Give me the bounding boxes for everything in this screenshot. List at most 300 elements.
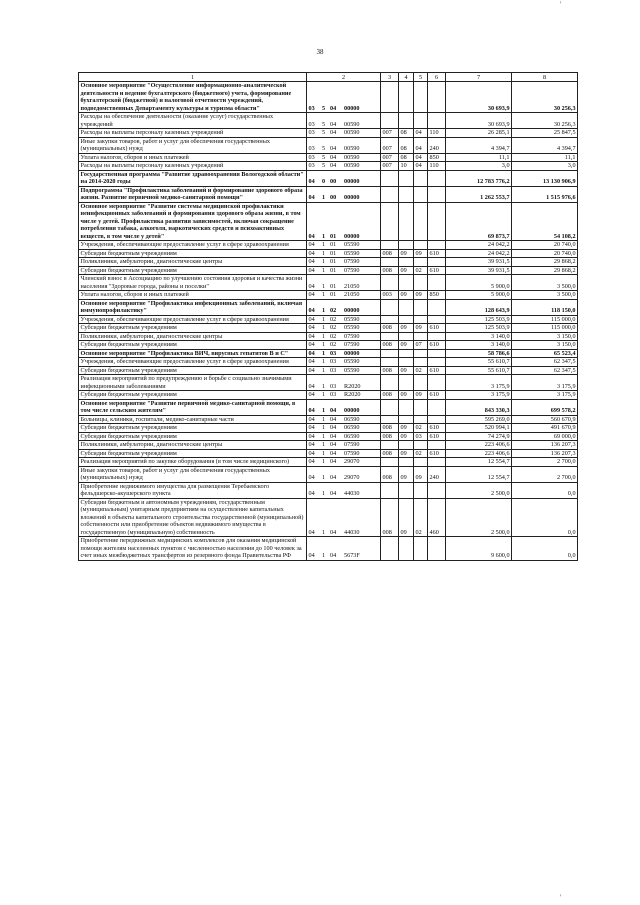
row-subprogram-code: 1 bbox=[321, 498, 329, 537]
row-col-4 bbox=[399, 299, 414, 315]
table-row bbox=[79, 424, 578, 433]
table-body bbox=[79, 82, 578, 561]
row-program-code: 04 bbox=[307, 482, 321, 498]
row-amount-col-7: 3 140,0 bbox=[446, 332, 512, 341]
row-col-6: 110 bbox=[428, 162, 446, 171]
row-col-6: 850 bbox=[428, 291, 446, 300]
row-col-6 bbox=[428, 375, 446, 391]
row-program-code: 04 bbox=[307, 299, 321, 315]
table-row bbox=[79, 162, 578, 171]
row-measure-code: 01 bbox=[329, 291, 343, 300]
table-row bbox=[79, 137, 578, 153]
row-measure-code: 00 bbox=[329, 170, 343, 186]
row-direction-code: 07590 bbox=[343, 258, 381, 267]
table-row bbox=[79, 202, 578, 241]
row-measure-code: 01 bbox=[329, 266, 343, 275]
table-row bbox=[79, 349, 578, 358]
top-edge-mark: ' bbox=[560, 0, 562, 9]
row-subprogram-code: 1 bbox=[321, 466, 329, 482]
row-direction-code: 06590 bbox=[343, 415, 381, 424]
row-col-5 bbox=[414, 415, 428, 424]
row-direction-code: 06590 bbox=[343, 424, 381, 433]
row-program-code: 04 bbox=[307, 258, 321, 267]
row-direction-code: 00000 bbox=[343, 399, 381, 415]
row-amount-col-8: 136 207,3 bbox=[512, 449, 578, 458]
row-amount-col-7: 3 140,0 bbox=[446, 341, 512, 350]
row-direction-code: 00590 bbox=[343, 137, 381, 153]
row-name: Государственная программа "Развитие здравоохранения Вологодской области" на 2014-2020 годы bbox=[79, 170, 307, 186]
row-col-3 bbox=[381, 186, 399, 202]
row-amount-col-7: 26 285,1 bbox=[446, 129, 512, 138]
row-subprogram-code: 1 bbox=[321, 341, 329, 350]
row-col-3: 008 bbox=[381, 424, 399, 433]
row-subprogram-code: 1 bbox=[321, 332, 329, 341]
table-row bbox=[79, 82, 578, 113]
row-subprogram-code: 1 bbox=[321, 202, 329, 241]
table-row bbox=[79, 391, 578, 400]
table-row bbox=[79, 432, 578, 441]
row-amount-col-8: 3 150,0 bbox=[512, 341, 578, 350]
row-direction-code: 05590 bbox=[343, 358, 381, 367]
row-measure-code: 01 bbox=[329, 275, 343, 291]
row-col-3 bbox=[381, 82, 399, 113]
row-col-4 bbox=[399, 170, 414, 186]
row-col-4 bbox=[399, 537, 414, 561]
table-row bbox=[79, 458, 578, 467]
row-col-6 bbox=[428, 241, 446, 250]
row-col-6 bbox=[428, 537, 446, 561]
row-col-3: 008 bbox=[381, 498, 399, 537]
header-col-1: 1 bbox=[79, 73, 307, 82]
table-row bbox=[79, 482, 578, 498]
row-amount-col-7: 12 554,7 bbox=[446, 466, 512, 482]
row-name: Поликлиники, амбулатории, диагностические центры bbox=[79, 258, 307, 267]
table-row bbox=[79, 399, 578, 415]
row-direction-code: 00000 bbox=[343, 299, 381, 315]
row-measure-code: 02 bbox=[329, 332, 343, 341]
table-row bbox=[79, 375, 578, 391]
row-col-4: 09 bbox=[399, 249, 414, 258]
row-amount-col-8: 3 150,0 bbox=[512, 332, 578, 341]
row-amount-col-7: 24 042,2 bbox=[446, 249, 512, 258]
row-name: Субсидии бюджетным учреждениям bbox=[79, 424, 307, 433]
row-name: Субсидии бюджетным учреждениям bbox=[79, 366, 307, 375]
row-name: Основное мероприятие "Развитие первичной медико-санитарной помощи, в том числе сельским жителям" bbox=[79, 399, 307, 415]
row-amount-col-8: 136 207,3 bbox=[512, 441, 578, 450]
row-name: Иные закупки товаров, работ и услуг для обеспечения государственных (муниципальных) нужд bbox=[79, 137, 307, 153]
row-subprogram-code: 1 bbox=[321, 432, 329, 441]
row-col-5: 09 bbox=[414, 291, 428, 300]
row-amount-col-8: 3 500,0 bbox=[512, 291, 578, 300]
row-col-5 bbox=[414, 82, 428, 113]
row-col-4 bbox=[399, 275, 414, 291]
row-subprogram-code: 1 bbox=[321, 291, 329, 300]
row-name: Реализация мероприятий по предупреждению и борьбе с социально значимыми инфекционными заболеваниями bbox=[79, 375, 307, 391]
row-measure-code: 04 bbox=[329, 82, 343, 113]
row-amount-col-8: 13 130 906,9 bbox=[512, 170, 578, 186]
row-amount-col-8: 3 500,0 bbox=[512, 275, 578, 291]
row-amount-col-7: 223 406,6 bbox=[446, 441, 512, 450]
row-name: Поликлиники, амбулатории, диагностические центры bbox=[79, 441, 307, 450]
row-col-4: 08 bbox=[399, 137, 414, 153]
table-row bbox=[79, 366, 578, 375]
row-col-6 bbox=[428, 82, 446, 113]
row-measure-code: 04 bbox=[329, 537, 343, 561]
row-name: Учреждения, обеспечивающие предоставление услуг в сфере здравоохранения bbox=[79, 315, 307, 324]
row-col-4 bbox=[399, 332, 414, 341]
row-amount-col-7: 74 274,9 bbox=[446, 432, 512, 441]
row-col-5 bbox=[414, 358, 428, 367]
row-amount-col-8: 3 175,9 bbox=[512, 391, 578, 400]
row-col-3: 003 bbox=[381, 291, 399, 300]
table-row bbox=[79, 291, 578, 300]
row-program-code: 04 bbox=[307, 170, 321, 186]
row-subprogram-code: 5 bbox=[321, 82, 329, 113]
row-amount-col-8: 62 347,5 bbox=[512, 366, 578, 375]
row-col-3 bbox=[381, 275, 399, 291]
row-name: Субсидии бюджетным учреждениям bbox=[79, 249, 307, 258]
row-col-6: 460 bbox=[428, 498, 446, 537]
row-measure-code: 04 bbox=[329, 449, 343, 458]
row-col-5 bbox=[414, 458, 428, 467]
row-program-code: 04 bbox=[307, 441, 321, 450]
row-amount-col-7: 128 643,9 bbox=[446, 299, 512, 315]
row-name: Приобретение недвижимого имущества для размещения Теребаевского фельдшерско-акушерского пункта bbox=[79, 482, 307, 498]
row-program-code: 03 bbox=[307, 162, 321, 171]
table-row bbox=[79, 441, 578, 450]
row-name: Учреждения, обеспечивающие предоставление услуг в сфере здравоохранения bbox=[79, 358, 307, 367]
row-col-5 bbox=[414, 399, 428, 415]
row-col-4 bbox=[399, 375, 414, 391]
row-col-5 bbox=[414, 332, 428, 341]
row-col-4: 08 bbox=[399, 153, 414, 162]
row-col-3 bbox=[381, 458, 399, 467]
row-col-5 bbox=[414, 375, 428, 391]
row-amount-col-8: 11,1 bbox=[512, 153, 578, 162]
row-measure-code: 03 bbox=[329, 375, 343, 391]
row-measure-code: 02 bbox=[329, 341, 343, 350]
row-measure-code: 02 bbox=[329, 324, 343, 333]
row-col-6: 240 bbox=[428, 137, 446, 153]
row-measure-code: 04 bbox=[329, 162, 343, 171]
row-name: Расходы на обеспечение деятельности (оказание услуг) государственных учреждений bbox=[79, 113, 307, 129]
row-program-code: 04 bbox=[307, 366, 321, 375]
row-amount-col-8: 2 700,0 bbox=[512, 466, 578, 482]
row-subprogram-code: 1 bbox=[321, 415, 329, 424]
row-name: Подпрограмма "Профилактика заболеваний и формирование здорового образа жизни. Развитие первичной медико-санитарной помощи" bbox=[79, 186, 307, 202]
row-col-5 bbox=[414, 170, 428, 186]
row-col-6 bbox=[428, 186, 446, 202]
row-measure-code: 03 bbox=[329, 366, 343, 375]
row-subprogram-code: 1 bbox=[321, 537, 329, 561]
row-name: Основное мероприятие "Развитие системы медицинской профилактики неинфекционных заболеваний и формирования здорового образа жизни, в том числе у детей. Профилактика развития зависимостей, включая сокращение потребления табака, алкоголя, наркотических средств и психоактивных веществ, в том числе у детей" bbox=[79, 202, 307, 241]
row-direction-code: 00000 bbox=[343, 170, 381, 186]
row-measure-code: 01 bbox=[329, 258, 343, 267]
row-col-4: 09 bbox=[399, 498, 414, 537]
row-measure-code: 04 bbox=[329, 482, 343, 498]
row-measure-code: 04 bbox=[329, 153, 343, 162]
row-col-6 bbox=[428, 482, 446, 498]
page-number: 38 bbox=[316, 48, 324, 56]
header-col-3: 3 bbox=[381, 73, 399, 82]
row-col-6: 610 bbox=[428, 324, 446, 333]
row-amount-col-8: 62 347,5 bbox=[512, 358, 578, 367]
row-program-code: 04 bbox=[307, 324, 321, 333]
row-subprogram-code: 1 bbox=[321, 458, 329, 467]
row-amount-col-7: 4 394,7 bbox=[446, 137, 512, 153]
header-col-2: 2 bbox=[307, 73, 381, 82]
row-col-3 bbox=[381, 202, 399, 241]
row-col-5 bbox=[414, 537, 428, 561]
row-col-4: 09 bbox=[399, 324, 414, 333]
row-col-5: 02 bbox=[414, 366, 428, 375]
row-subprogram-code: 0 bbox=[321, 170, 329, 186]
row-amount-col-7: 125 503,9 bbox=[446, 324, 512, 333]
row-name: Уплата налогов, сборов и иных платежей bbox=[79, 153, 307, 162]
row-col-6: 110 bbox=[428, 129, 446, 138]
header-col-4: 4 bbox=[399, 73, 414, 82]
row-col-4 bbox=[399, 458, 414, 467]
row-direction-code: 05590 bbox=[343, 241, 381, 250]
row-direction-code: 07590 bbox=[343, 449, 381, 458]
row-amount-col-8: 118 150,0 bbox=[512, 299, 578, 315]
row-amount-col-8: 30 256,3 bbox=[512, 113, 578, 129]
table-row bbox=[79, 275, 578, 291]
row-col-5: 04 bbox=[414, 162, 428, 171]
row-direction-code: 00000 bbox=[343, 82, 381, 113]
row-program-code: 03 bbox=[307, 82, 321, 113]
row-subprogram-code: 1 bbox=[321, 249, 329, 258]
row-name: Субсидии бюджетным учреждениям bbox=[79, 391, 307, 400]
row-amount-col-8: 4 394,7 bbox=[512, 137, 578, 153]
row-amount-col-8: 115 000,0 bbox=[512, 324, 578, 333]
bottom-edge-mark: ' bbox=[560, 893, 562, 902]
row-amount-col-7: 3 175,9 bbox=[446, 391, 512, 400]
row-col-6 bbox=[428, 170, 446, 186]
row-amount-col-8: 0,0 bbox=[512, 482, 578, 498]
row-name: Реализация мероприятий по закупке оборудования (в том числе медицинского) bbox=[79, 458, 307, 467]
row-name: Основное мероприятие "Профилактика ВИЧ, вирусных гепатитов В и С" bbox=[79, 349, 307, 358]
row-direction-code: 00000 bbox=[343, 349, 381, 358]
row-measure-code: 04 bbox=[329, 432, 343, 441]
row-direction-code: 00590 bbox=[343, 153, 381, 162]
row-col-5: 04 bbox=[414, 153, 428, 162]
row-col-4: 09 bbox=[399, 391, 414, 400]
row-direction-code: 00590 bbox=[343, 162, 381, 171]
row-col-6 bbox=[428, 441, 446, 450]
budget-table bbox=[78, 72, 578, 561]
row-amount-col-8: 0,0 bbox=[512, 537, 578, 561]
row-subprogram-code: 1 bbox=[321, 375, 329, 391]
row-name: Иные закупки товаров, работ и услуг для обеспечения государственных (муниципальных) нужд bbox=[79, 466, 307, 482]
table-row bbox=[79, 241, 578, 250]
row-subprogram-code: 5 bbox=[321, 129, 329, 138]
row-subprogram-code: 1 bbox=[321, 358, 329, 367]
row-amount-col-7: 843 330,3 bbox=[446, 399, 512, 415]
row-col-5 bbox=[414, 258, 428, 267]
row-col-4 bbox=[399, 415, 414, 424]
row-measure-code: 00 bbox=[329, 186, 343, 202]
row-subprogram-code: 5 bbox=[321, 113, 329, 129]
row-direction-code: R2020 bbox=[343, 391, 381, 400]
row-direction-code: 05590 bbox=[343, 366, 381, 375]
row-name: Субсидии бюджетным учреждениям bbox=[79, 449, 307, 458]
row-col-6: 850 bbox=[428, 153, 446, 162]
row-program-code: 04 bbox=[307, 432, 321, 441]
row-program-code: 04 bbox=[307, 391, 321, 400]
row-col-3 bbox=[381, 258, 399, 267]
row-direction-code: 07590 bbox=[343, 266, 381, 275]
row-col-6 bbox=[428, 399, 446, 415]
table-row bbox=[79, 324, 578, 333]
table-row bbox=[79, 186, 578, 202]
row-col-4 bbox=[399, 399, 414, 415]
row-col-4: 09 bbox=[399, 424, 414, 433]
row-col-6: 610 bbox=[428, 366, 446, 375]
row-amount-col-8: 115 000,0 bbox=[512, 315, 578, 324]
row-measure-code: 04 bbox=[329, 466, 343, 482]
row-col-4 bbox=[399, 358, 414, 367]
row-col-3: 008 bbox=[381, 466, 399, 482]
row-col-5 bbox=[414, 482, 428, 498]
row-col-3: 007 bbox=[381, 153, 399, 162]
row-amount-col-7: 520 994,1 bbox=[446, 424, 512, 433]
row-col-5 bbox=[414, 299, 428, 315]
row-name: Поликлиники, амбулатории, диагностические центры bbox=[79, 332, 307, 341]
row-col-5: 02 bbox=[414, 424, 428, 433]
row-amount-col-7: 30 693,9 bbox=[446, 82, 512, 113]
row-col-5 bbox=[414, 441, 428, 450]
row-subprogram-code: 1 bbox=[321, 391, 329, 400]
row-col-3 bbox=[381, 241, 399, 250]
table-row bbox=[79, 258, 578, 267]
row-measure-code: 01 bbox=[329, 241, 343, 250]
row-direction-code: R2020 bbox=[343, 375, 381, 391]
row-program-code: 03 bbox=[307, 153, 321, 162]
row-col-3 bbox=[381, 113, 399, 129]
row-amount-col-8: 20 740,0 bbox=[512, 249, 578, 258]
row-subprogram-code: 1 bbox=[321, 299, 329, 315]
row-col-6 bbox=[428, 415, 446, 424]
row-subprogram-code: 1 bbox=[321, 349, 329, 358]
row-subprogram-code: 5 bbox=[321, 153, 329, 162]
row-amount-col-8: 2 700,0 bbox=[512, 458, 578, 467]
row-amount-col-7: 2 500,0 bbox=[446, 498, 512, 537]
row-col-5 bbox=[414, 241, 428, 250]
row-amount-col-7: 39 931,5 bbox=[446, 266, 512, 275]
row-program-code: 04 bbox=[307, 249, 321, 258]
row-program-code: 04 bbox=[307, 537, 321, 561]
row-col-4: 09 bbox=[399, 449, 414, 458]
row-col-6 bbox=[428, 275, 446, 291]
row-subprogram-code: 1 bbox=[321, 315, 329, 324]
row-subprogram-code: 1 bbox=[321, 241, 329, 250]
header-col-7: 7 bbox=[446, 73, 512, 82]
row-subprogram-code: 1 bbox=[321, 449, 329, 458]
table-row bbox=[79, 299, 578, 315]
row-col-3: 008 bbox=[381, 366, 399, 375]
row-name: Основное мероприятие "Осуществление информационно-аналитической деятельности и ведение бухгалтерского (бюджетного) учета, формирование бухгалтерской (бюджетной) и налоговой отчетности учреждений, подведомственных Департаменту культуры и туризма области" bbox=[79, 82, 307, 113]
row-program-code: 04 bbox=[307, 458, 321, 467]
row-col-6 bbox=[428, 315, 446, 324]
row-col-5: 09 bbox=[414, 466, 428, 482]
row-col-6 bbox=[428, 332, 446, 341]
row-measure-code: 04 bbox=[329, 129, 343, 138]
header-col-8: 8 bbox=[512, 73, 578, 82]
row-col-5: 04 bbox=[414, 137, 428, 153]
row-col-3 bbox=[381, 482, 399, 498]
row-col-4 bbox=[399, 349, 414, 358]
row-col-4 bbox=[399, 82, 414, 113]
row-program-code: 03 bbox=[307, 137, 321, 153]
row-col-3: 008 bbox=[381, 432, 399, 441]
row-amount-col-8: 29 868,2 bbox=[512, 258, 578, 267]
row-subprogram-code: 1 bbox=[321, 441, 329, 450]
row-col-3: 007 bbox=[381, 137, 399, 153]
row-measure-code: 01 bbox=[329, 202, 343, 241]
row-amount-col-8: 54 108,2 bbox=[512, 202, 578, 241]
row-program-code: 04 bbox=[307, 399, 321, 415]
row-amount-col-8: 3,0 bbox=[512, 162, 578, 171]
row-col-5: 09 bbox=[414, 249, 428, 258]
table-row bbox=[79, 341, 578, 350]
row-col-6 bbox=[428, 458, 446, 467]
row-col-4 bbox=[399, 441, 414, 450]
row-col-4 bbox=[399, 241, 414, 250]
row-col-6: 610 bbox=[428, 432, 446, 441]
table-row bbox=[79, 113, 578, 129]
row-program-code: 04 bbox=[307, 424, 321, 433]
row-direction-code: 07590 bbox=[343, 341, 381, 350]
row-col-4 bbox=[399, 482, 414, 498]
row-direction-code: 44030 bbox=[343, 498, 381, 537]
row-col-6 bbox=[428, 349, 446, 358]
table-row bbox=[79, 266, 578, 275]
row-subprogram-code: 1 bbox=[321, 424, 329, 433]
row-program-code: 04 bbox=[307, 186, 321, 202]
row-amount-col-8: 25 847,5 bbox=[512, 129, 578, 138]
row-name: Субсидии бюджетным учреждениям bbox=[79, 341, 307, 350]
table-row bbox=[79, 415, 578, 424]
row-program-code: 04 bbox=[307, 315, 321, 324]
row-direction-code: 44030 bbox=[343, 482, 381, 498]
row-measure-code: 03 bbox=[329, 391, 343, 400]
row-amount-col-8: 29 868,2 bbox=[512, 266, 578, 275]
row-amount-col-8: 3 175,9 bbox=[512, 375, 578, 391]
row-col-4 bbox=[399, 315, 414, 324]
row-subprogram-code: 1 bbox=[321, 275, 329, 291]
row-col-4: 08 bbox=[399, 129, 414, 138]
row-col-6: 610 bbox=[428, 391, 446, 400]
row-col-5: 09 bbox=[414, 391, 428, 400]
row-col-6: 610 bbox=[428, 249, 446, 258]
row-measure-code: 04 bbox=[329, 424, 343, 433]
row-subprogram-code: 1 bbox=[321, 482, 329, 498]
row-col-3: 007 bbox=[381, 162, 399, 171]
row-measure-code: 03 bbox=[329, 358, 343, 367]
row-col-3 bbox=[381, 415, 399, 424]
row-col-6: 610 bbox=[428, 266, 446, 275]
row-col-3: 008 bbox=[381, 391, 399, 400]
row-name: Субсидии бюджетным учреждениям bbox=[79, 432, 307, 441]
row-amount-col-7: 24 042,2 bbox=[446, 241, 512, 250]
row-col-4 bbox=[399, 186, 414, 202]
row-program-code: 03 bbox=[307, 129, 321, 138]
row-direction-code: 00590 bbox=[343, 113, 381, 129]
row-measure-code: 04 bbox=[329, 458, 343, 467]
row-col-5: 02 bbox=[414, 498, 428, 537]
row-amount-col-8: 1 515 976,6 bbox=[512, 186, 578, 202]
